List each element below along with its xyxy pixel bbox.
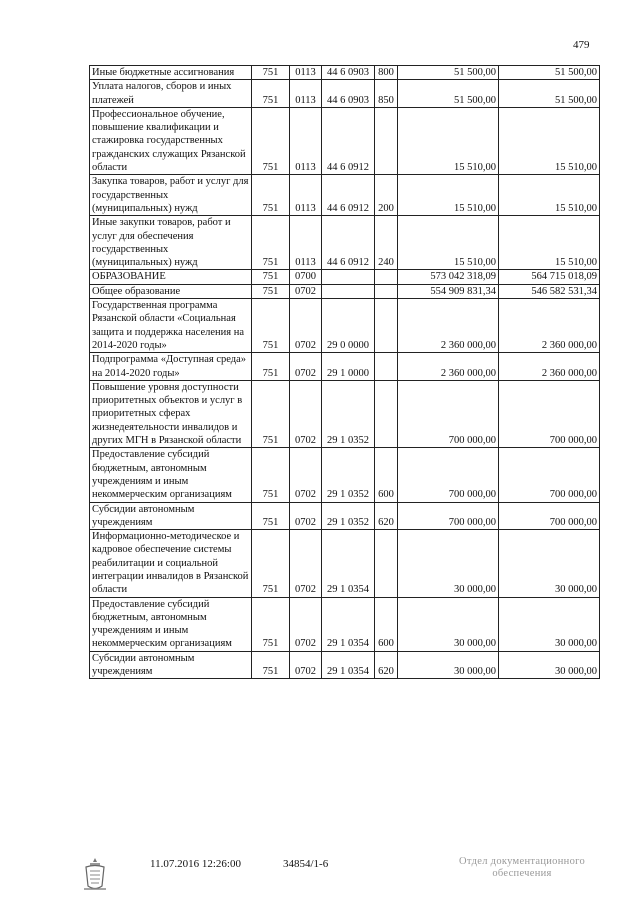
table-row xyxy=(90,353,600,381)
row-amount-year2: 51 500,00 xyxy=(499,66,600,80)
row-group-code: 751 xyxy=(252,66,290,80)
row-article-code: 29 1 0354 xyxy=(322,530,375,597)
table-row xyxy=(90,299,600,353)
row-article-code: 29 1 0354 xyxy=(322,651,375,679)
row-article-code xyxy=(322,270,375,284)
row-amount-year2: 30 000,00 xyxy=(499,597,600,651)
row-amount-year1: 2 360 000,00 xyxy=(398,353,499,381)
table-row xyxy=(90,284,600,298)
row-amount-year1: 15 510,00 xyxy=(398,175,499,216)
row-name: Иные бюджетные ассигнования xyxy=(90,66,252,80)
row-section-code: 0113 xyxy=(290,175,322,216)
row-amount-year1: 30 000,00 xyxy=(398,597,499,651)
row-amount-year2: 15 510,00 xyxy=(499,175,600,216)
page-number: 479 xyxy=(573,39,590,51)
coat-of-arms-icon xyxy=(82,856,108,895)
table-row xyxy=(90,175,600,216)
budget-table-body xyxy=(90,66,600,679)
row-group-code: 751 xyxy=(252,597,290,651)
row-article-code: 29 0 0000 xyxy=(322,299,375,353)
row-amount-year1: 700 000,00 xyxy=(398,502,499,530)
row-name: Предоставление субсидий бюджетным, автономным учреждениям и иным некоммерческим организациям xyxy=(90,448,252,502)
row-article-code xyxy=(322,284,375,298)
row-name: Общее образование xyxy=(90,284,252,298)
row-name: Повышение уровня доступности приоритетных объектов и услуг в приоритетных сферах жизнедеятельности инвалидов и других МГН в Рязанской области xyxy=(90,380,252,447)
row-amount-year1: 700 000,00 xyxy=(398,380,499,447)
row-amount-year1: 2 360 000,00 xyxy=(398,299,499,353)
row-expense-type: 620 xyxy=(375,651,398,679)
row-amount-year2: 564 715 018,09 xyxy=(499,270,600,284)
table-row xyxy=(90,502,600,530)
row-article-code: 29 1 0000 xyxy=(322,353,375,381)
row-name: Подпрограмма «Доступная среда» на 2014-2020 годы» xyxy=(90,353,252,381)
row-amount-year2: 2 360 000,00 xyxy=(499,299,600,353)
row-section-code: 0700 xyxy=(290,270,322,284)
row-name: Предоставление субсидий бюджетным, автономным учреждениям и иным некоммерческим организациям xyxy=(90,597,252,651)
row-section-code: 0702 xyxy=(290,530,322,597)
row-name: Иные закупки товаров, работ и услуг для обеспечения государственных (муниципальных) нужд xyxy=(90,216,252,270)
row-amount-year2: 546 582 531,34 xyxy=(499,284,600,298)
row-amount-year1: 51 500,00 xyxy=(398,80,499,108)
row-expense-type: 600 xyxy=(375,597,398,651)
row-article-code: 29 1 0352 xyxy=(322,380,375,447)
row-amount-year1: 51 500,00 xyxy=(398,66,499,80)
row-amount-year1: 554 909 831,34 xyxy=(398,284,499,298)
row-name: Государственная программа Рязанской области «Социальная защита и поддержка населения на 2014-2020 годы» xyxy=(90,299,252,353)
row-group-code: 751 xyxy=(252,651,290,679)
row-section-code: 0702 xyxy=(290,353,322,381)
table-row xyxy=(90,270,600,284)
row-group-code: 751 xyxy=(252,175,290,216)
row-group-code: 751 xyxy=(252,80,290,108)
row-section-code: 0113 xyxy=(290,107,322,174)
row-section-code: 0702 xyxy=(290,380,322,447)
row-name: Уплата налогов, сборов и иных платежей xyxy=(90,80,252,108)
row-article-code: 44 6 0903 xyxy=(322,66,375,80)
row-expense-type: 240 xyxy=(375,216,398,270)
footer-date: 11.07.2016 12:26:00 xyxy=(150,858,241,870)
row-group-code: 751 xyxy=(252,502,290,530)
row-expense-type: 600 xyxy=(375,448,398,502)
row-amount-year2: 30 000,00 xyxy=(499,530,600,597)
row-article-code: 29 1 0354 xyxy=(322,597,375,651)
row-name: Субсидии автономным учреждениям xyxy=(90,651,252,679)
row-name: ОБРАЗОВАНИЕ xyxy=(90,270,252,284)
row-group-code: 751 xyxy=(252,284,290,298)
table-row xyxy=(90,66,600,80)
row-group-code: 751 xyxy=(252,107,290,174)
row-expense-type: 850 xyxy=(375,80,398,108)
row-article-code: 44 6 0903 xyxy=(322,80,375,108)
row-article-code: 44 6 0912 xyxy=(322,107,375,174)
row-section-code: 0113 xyxy=(290,216,322,270)
row-expense-type xyxy=(375,284,398,298)
table-row xyxy=(90,530,600,597)
row-name: Информационно-методическое и кадровое обеспечение системы реабилитации и социальной интеграции инвалидов в Рязанской области xyxy=(90,530,252,597)
row-group-code: 751 xyxy=(252,448,290,502)
row-section-code: 0702 xyxy=(290,502,322,530)
row-amount-year2: 700 000,00 xyxy=(499,448,600,502)
row-name: Закупка товаров, работ и услуг для государственных (муниципальных) нужд xyxy=(90,175,252,216)
footer-doc-number: 34854/1-6 xyxy=(283,858,329,870)
row-amount-year1: 15 510,00 xyxy=(398,107,499,174)
row-group-code: 751 xyxy=(252,380,290,447)
row-expense-type: 620 xyxy=(375,502,398,530)
row-section-code: 0702 xyxy=(290,284,322,298)
footer-department-stamp: Отдел документационного обеспечения xyxy=(458,856,586,879)
row-article-code: 44 6 0912 xyxy=(322,175,375,216)
table-row xyxy=(90,380,600,447)
footer xyxy=(0,856,640,896)
row-expense-type xyxy=(375,380,398,447)
row-article-code: 29 1 0352 xyxy=(322,448,375,502)
budget-table xyxy=(89,65,600,679)
row-section-code: 0113 xyxy=(290,80,322,108)
row-expense-type xyxy=(375,107,398,174)
row-amount-year1: 30 000,00 xyxy=(398,530,499,597)
row-amount-year1: 30 000,00 xyxy=(398,651,499,679)
row-expense-type xyxy=(375,353,398,381)
row-amount-year2: 15 510,00 xyxy=(499,216,600,270)
row-expense-type xyxy=(375,530,398,597)
row-amount-year1: 573 042 318,09 xyxy=(398,270,499,284)
row-amount-year1: 15 510,00 xyxy=(398,216,499,270)
row-group-code: 751 xyxy=(252,530,290,597)
row-article-code: 29 1 0352 xyxy=(322,502,375,530)
row-section-code: 0702 xyxy=(290,299,322,353)
row-group-code: 751 xyxy=(252,270,290,284)
row-section-code: 0702 xyxy=(290,597,322,651)
row-amount-year2: 15 510,00 xyxy=(499,107,600,174)
row-amount-year2: 51 500,00 xyxy=(499,80,600,108)
row-section-code: 0702 xyxy=(290,651,322,679)
row-amount-year2: 700 000,00 xyxy=(499,380,600,447)
row-group-code: 751 xyxy=(252,216,290,270)
table-row xyxy=(90,651,600,679)
row-article-code: 44 6 0912 xyxy=(322,216,375,270)
table-row xyxy=(90,597,600,651)
row-name: Профессиональное обучение, повышение квалификации и стажировка государственных гражданских служащих Рязанской области xyxy=(90,107,252,174)
table-row xyxy=(90,216,600,270)
row-section-code: 0702 xyxy=(290,448,322,502)
row-expense-type xyxy=(375,299,398,353)
row-group-code: 751 xyxy=(252,299,290,353)
row-amount-year2: 2 360 000,00 xyxy=(499,353,600,381)
row-amount-year2: 30 000,00 xyxy=(499,651,600,679)
row-group-code: 751 xyxy=(252,353,290,381)
table-row xyxy=(90,448,600,502)
row-expense-type xyxy=(375,270,398,284)
row-name: Субсидии автономным учреждениям xyxy=(90,502,252,530)
table-row xyxy=(90,80,600,108)
row-expense-type: 800 xyxy=(375,66,398,80)
row-section-code: 0113 xyxy=(290,66,322,80)
table-row xyxy=(90,107,600,174)
row-amount-year2: 700 000,00 xyxy=(499,502,600,530)
row-amount-year1: 700 000,00 xyxy=(398,448,499,502)
row-expense-type: 200 xyxy=(375,175,398,216)
